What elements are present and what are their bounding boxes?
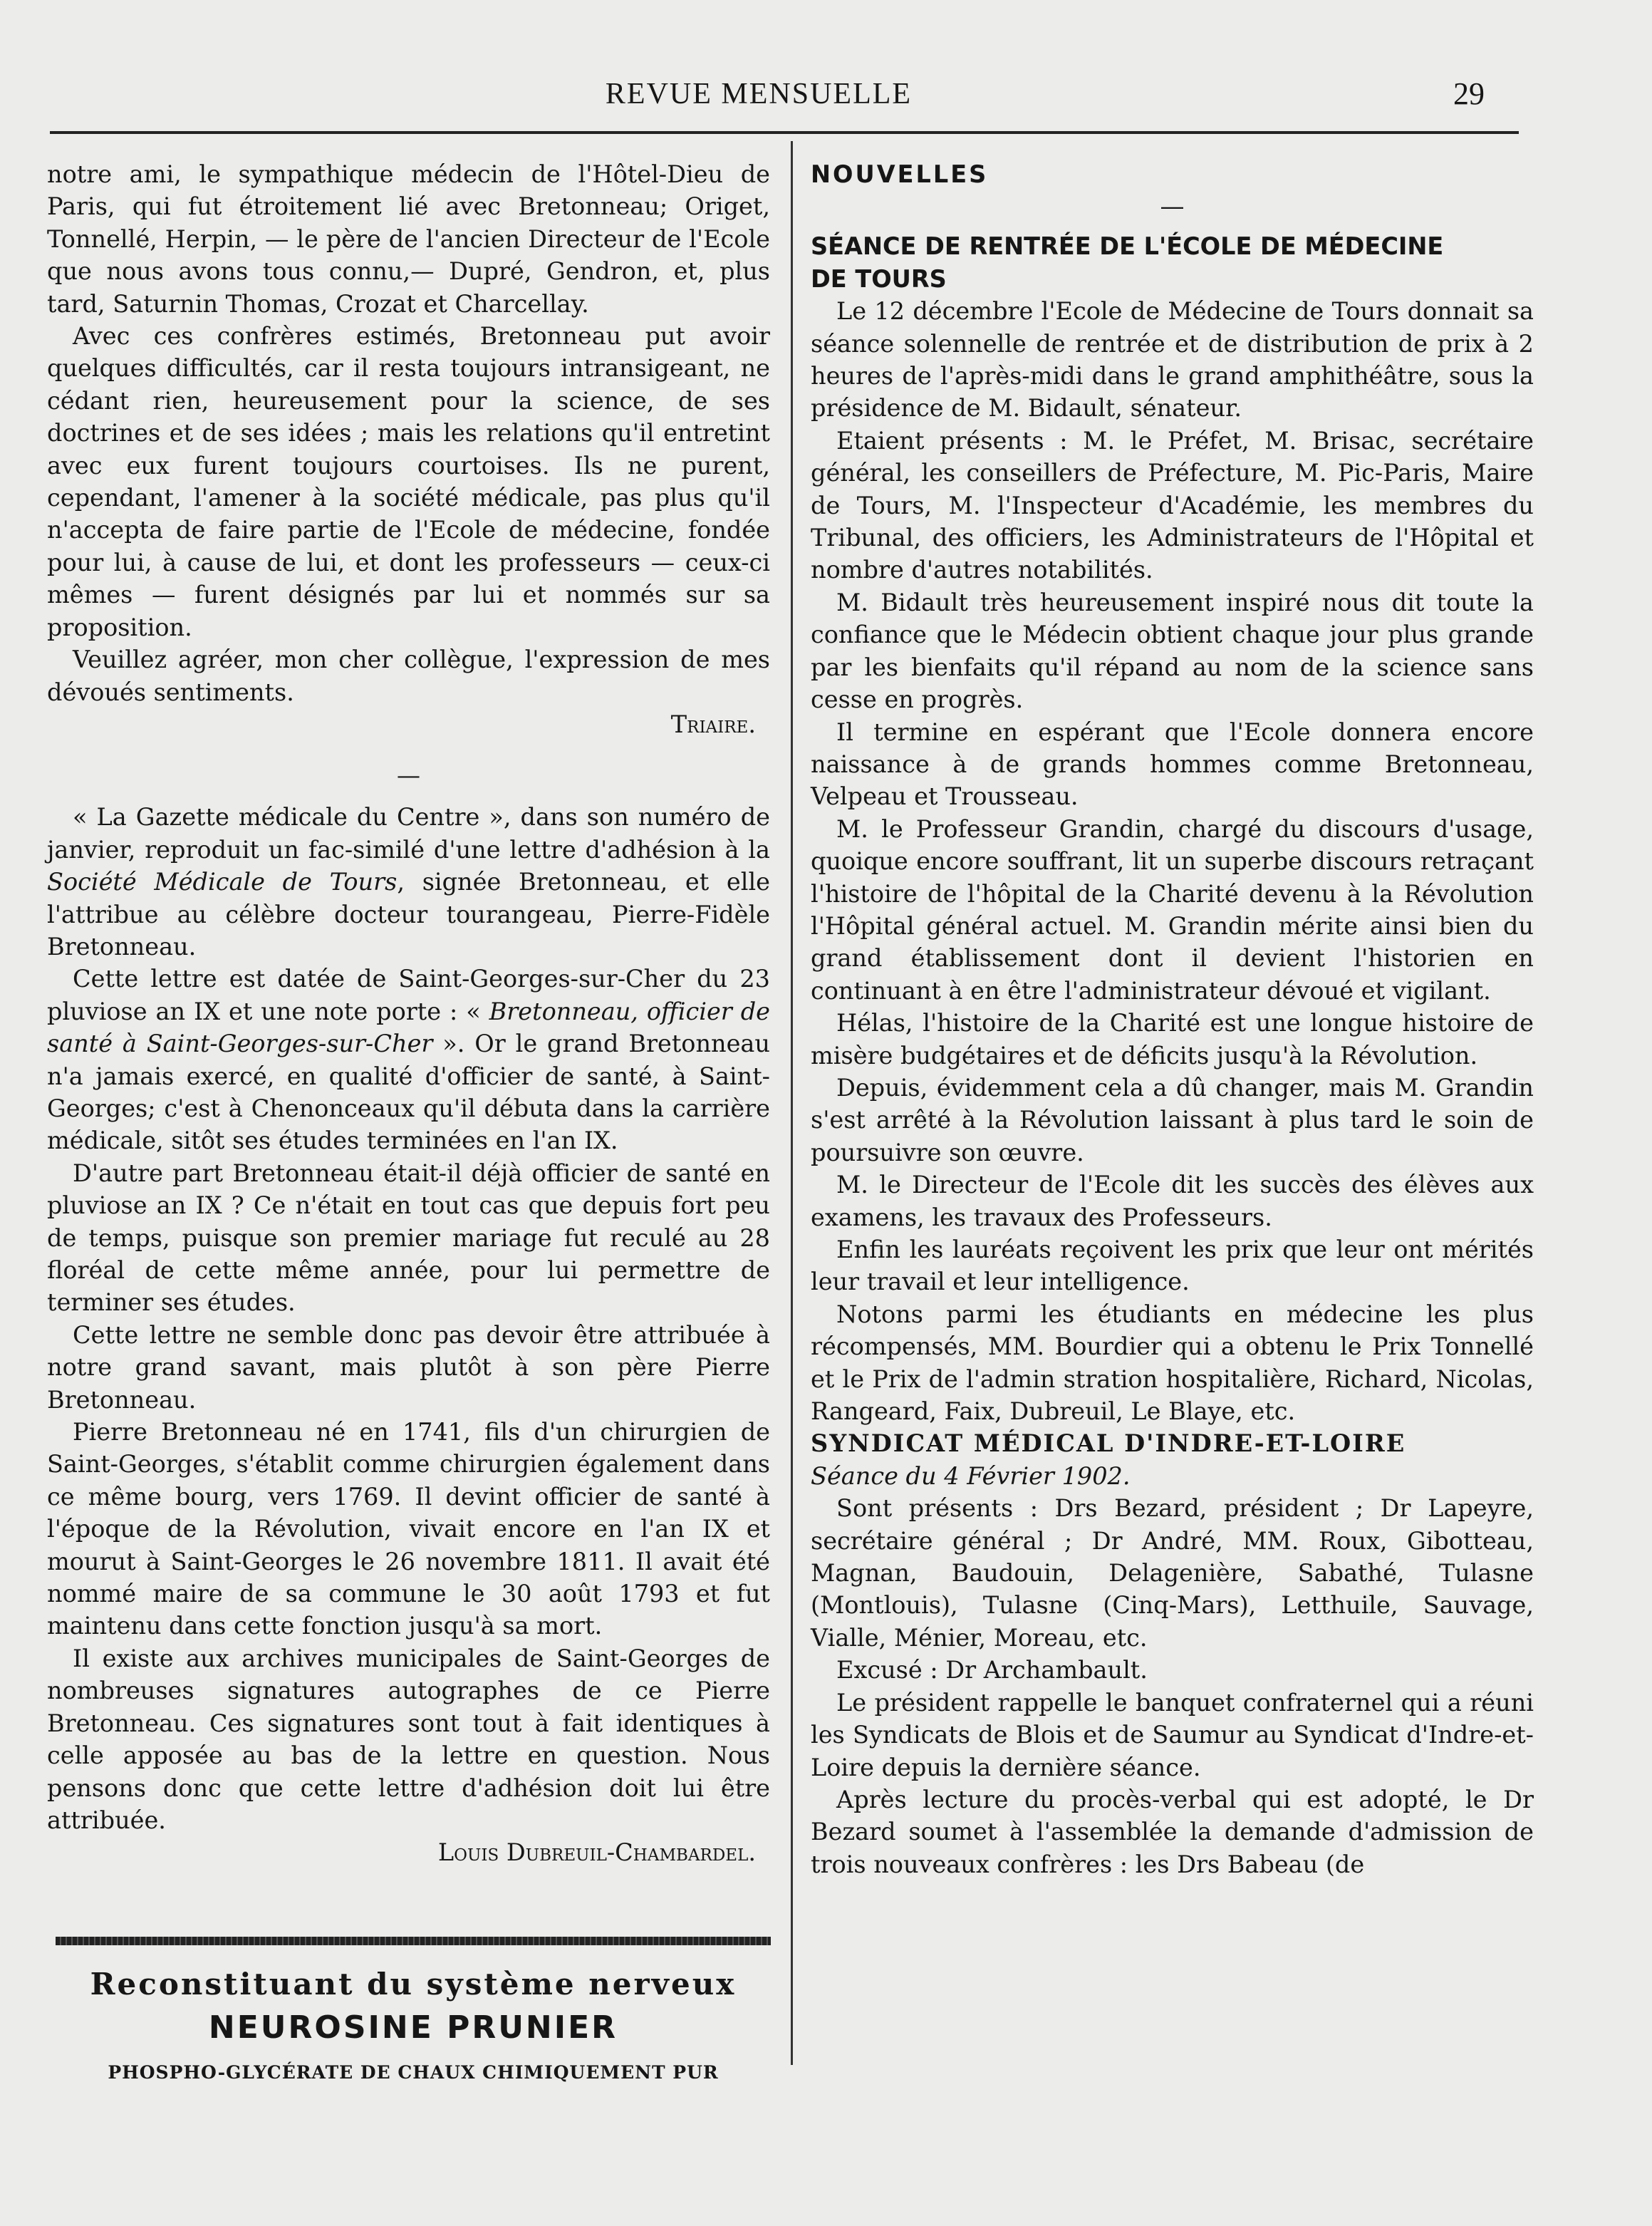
ad-tagline: Reconstituant du système nerveux [90,1967,737,2002]
page-number: 29 [1453,76,1485,111]
paragraph: Excusé : Dr Archambault. [836,1656,1148,1684]
italic-society-name: Société Médicale de Tours [47,868,398,896]
paragraph: Cette lettre est datée de Saint-Georges-sur-Cher du 23 pluviose an IX et une note porte : « Bretonneau, officier de santé à Saint-Georges-sur-Cher ». Or le grand Bretonneau n'a jamais exercé, en qualité d'officier de santé, à Saint-Georges; c'est à Chenonceaux qu'il débuta dans la carrière médicale, sitôt ses études terminées en l'an IX. [47,965,770,1155]
signature-dubreuil: Louis Dubreuil-Chambardel. [437,1838,756,1867]
paragraph: Pierre Bretonneau né en 1741, fils d'un chirurgien de Saint-Georges, s'établit comme chirurgien également dans ce même bourg, vers 1769. Il devint officier de santé à l'époque de la Révolution, vivait encore en l'an IX et mourut à Saint-Georges le 26 novembre 1811. Il avait été nommé maire de sa commune le 30 août 1793 et fut maintenu dans cette fonction jusqu'à sa mort. [47,1418,770,1640]
paragraph: Veuillez agréer, mon cher collègue, l'expression de mes dévoués sentiments. [47,646,770,706]
paragraph: Notons parmi les étudiants en médecine les plus récompensés, MM. Bourdier qui a obtenu le Prix Tonnellé et le Prix de l'admin stration hospitalière, Richard, Nicolas, Rangeard, Faix, Dubreuil, Le Blaye, etc. [811,1300,1534,1426]
article-title: SÉANCE DE RENTRÉE DE L'ÉCOLE DE MÉDECINE DE TOURS [811,232,1444,293]
paragraph: Le 12 décembre l'Ecole de Médecine de Tours donnait sa séance solennelle de rentrée et de distribution de prix à 2 heures de l'après-midi dans le grand amphithéâtre, sous la présidence de M. Bidault, sénateur. [811,297,1534,423]
advertisement-rule [56,1937,771,1945]
separator: — [1160,192,1185,222]
signature-triaire: Triaire. [670,710,756,738]
paragraph: Hélas, l'histoire de la Charité est une longue histoire de misère budgétaires et de déficits jusqu'à la Révolution. [811,1009,1534,1070]
session-date: Séance du 4 Février 1902. [811,1461,1131,1490]
paragraph: « La Gazette médicale du Centre », dans son numéro de janvier, reproduit un fac-similé d'une lettre d'adhésion à la Société Médicale de Tours, signée Bretonneau, et elle l'attribue au célèbre docteur tourangeau, Pierre-Fidèle Bretonneau. [47,803,770,961]
right-column [811,158,1534,1880]
paragraph: Il termine en espérant que l'Ecole donnera encore naissance à de grands hommes comme Bretonneau, Velpeau et Trousseau. [811,718,1534,811]
italic-quote: Bretonneau, officier de santé à Saint-Georges-sur-Cher [47,997,770,1058]
paragraph: Après lecture du procès-verbal qui est adopté, le Dr Bezard soumet à l'assemblée la demande d'admission de trois nouveaux confrères : les Drs Babeau (de [811,1785,1534,1878]
paragraph: Avec ces confrères estimés, Bretonneau put avoir quelques difficultés, car il resta toujours intransigeant, ne cédant rien, heureusement pour la science, de ses doctrines et de ses idées ; mais les relations qu'il entretint avec eux furent toujours courtoises. Ils ne purent, cependant, l'amener à la société médicale, pas plus qu'il n'accepta de faire partie de l'Ecole de médecine, fondée pour lui, à cause de lui, et dont les professeurs — ceux-ci mêmes — furent désignés par lui et nommés sur sa proposition. [47,322,770,641]
column-divider [791,141,793,2065]
left-column [47,158,770,1869]
ad-description: PHOSPHO-GLYCÉRATE DE CHAUX CHIMIQUEMENT PUR [108,2062,719,2083]
paragraph: D'autre part Bretonneau était-il déjà officier de santé en pluviose an IX ? Ce n'était en tout cas que depuis fort peu de temps, puisque son premier mariage fut reculé au 28 floréal de cette même année, pour lui permettre de terminer ses études. [47,1159,770,1317]
paragraph: M. le Directeur de l'Ecole dit les succès des élèves aux examens, les travaux des Professeurs. [811,1171,1534,1231]
paragraph: Depuis, évidemment cela a dû changer, mais M. Grandin s'est arrêté à la Révolution laissant à plus tard le soin de poursuivre son œuvre. [811,1073,1534,1166]
paragraph: M. le Professeur Grandin, chargé du discours d'usage, quoique encore souffrant, lit un superbe discours retraçant l'histoire de l'hôpital de la Charité devenu à la Révolution l'Hôpital général actuel. M. Grandin mérite ainsi bien du grand établissement dont il devient l'historien en continuant à en être l'administrateur dévoué et vigilant. [811,814,1534,1005]
paragraph: Enfin les lauréats reçoivent les prix que leur ont mérités leur travail et leur intelligence. [811,1236,1534,1296]
header-rule [50,131,1519,134]
ad-product-name: NEUROSINE PRUNIER [208,2009,618,2046]
paragraph: Le président rappelle le banquet confraternel qui a réuni les Syndicats de Blois et de Saumur au Syndicat d'Indre-et-Loire depuis la dernière séance. [811,1688,1534,1781]
section-heading: NOUVELLES [811,160,989,188]
paragraph: M. Bidault très heureusement inspiré nous dit toute la confiance que le Médecin obtient chaque jour plus grande par les bienfaits qu'il répand au nom de la science sans cesse en progrès. [811,588,1534,714]
separator: — [397,761,420,790]
paragraph: Cette lettre ne semble donc pas devoir être attribuée à notre grand savant, mais plutôt à son père Pierre Bretonneau. [47,1320,770,1414]
paragraph: notre ami, le sympathique médecin de l'Hôtel-Dieu de Paris, qui fut étroitement lié avec Bretonneau; Origet, Tonnellé, Herpin, — le père de l'ancien Directeur de l'Ecole que nous avons tous connu,— Dupré, Gendron, et, plus tard, Saturnin Thomas, Crozat et Charcellay. [47,160,770,318]
article-title-syndicat: SYNDICAT MÉDICAL D'INDRE-ET-LOIRE [811,1429,1406,1458]
paragraph: Etaient présents : M. le Préfet, M. Brisac, secrétaire général, les conseillers de Préfecture, M. Pic-Paris, Maire de Tours, M. l'Inspecteur d'Académie, les membres du Tribunal, des officiers, les Administrateurs de l'Hôpital et nombre d'autres notabilités. [811,426,1534,584]
paragraph: Sont présents : Drs Bezard, président ; Dr Lapeyre, secrétaire général ; Dr André, MM. Roux, Gibotteau, Magnan, Baudouin, Delagenière, Sabathé, Tulasne (Montlouis), Tulasne (Cinq-Mars), Letthuile, Sauvage, Vialle, Ménier, Moreau, etc. [811,1494,1534,1652]
paragraph: Il existe aux archives municipales de Saint-Georges de nombreuses signatures autographes de ce Pierre Bretonneau. Ces signatures sont tout à fait identiques à celle apposée au bas de la lettre en question. Nous pensons donc que cette lettre d'adhésion doit lui être attribuée. [47,1644,770,1834]
running-header: REVUE MENSUELLE [605,78,913,110]
